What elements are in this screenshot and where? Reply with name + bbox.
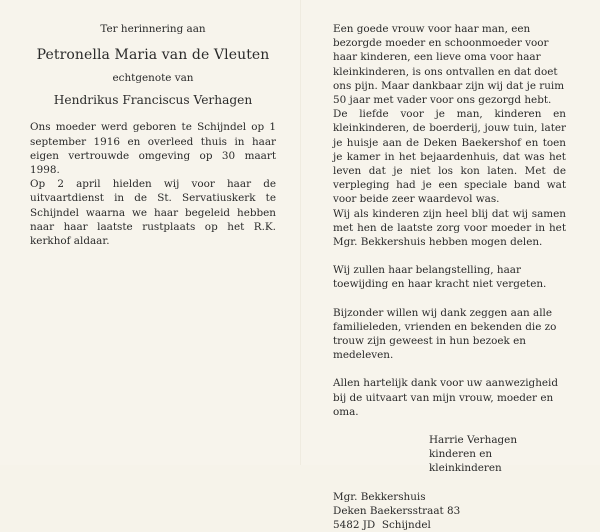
tribute-paragraph-1: Een goede vrouw voor haar man, een bezorgde moeder en schoonmoeder voor haar kinderen, een lieve oma voor haar kleinkinderen, is ons ontvallen en dat doet ons pijn. Maar dankbaar zijn wij dat je ruim 50 jaar met vader voor ons gezorgd hebt. (333, 23, 565, 107)
address-city: 5482 JD Schijndel (333, 519, 431, 532)
signature-family: kinderen en kleinkinderen (429, 448, 502, 475)
tribute-paragraph-2: De liefde voor je man, kinderen en kleinkinderen, de boerderij, jouw tuin, later je huisje aan de Deken Baekershof en toen je kamer in het bejaardenhuis, dat was het leven dat je niet los kon laten. Met de verpleging had je een speciale band wat voor beide zeer waardevol was. (333, 108, 566, 206)
tribute-paragraph-3: Wij als kinderen zijn heel blij dat wij samen met hen de laatste zorg voor moeder in het Mgr. Bekkershuis hebben mogen delen. (333, 207, 566, 249)
spouse-name: Hendrikus Franciscus Verhagen (53, 93, 253, 108)
signature-name: Harrie Verhagen (429, 434, 518, 447)
biography (30, 120, 276, 248)
opening-line: Ter herinnering aan (100, 23, 206, 35)
address-institution: Mgr. Bekkershuis (333, 490, 426, 503)
deceased-name: Petronella Maria van de Vleuten (36, 47, 270, 64)
signature (333, 433, 566, 476)
biography-paragraph-birth-death: Ons moeder werd geboren te Schijndel op 1 september 1916 en overleed thuis in haar eigen vertrouwde omgeving op 30 maart 1998. (30, 121, 276, 177)
spouse-label: echtgenote van (112, 72, 194, 85)
tribute-paragraph-4: Wij zullen haar belangstelling, haar toewijding en haar kracht niet vergeten. (333, 264, 547, 291)
biography-paragraph-funeral: Op 2 april hielden wij voor haar de uitvaartdienst in de St. Servatiuskerk te Schijndel waarna we haar begeleid hebben naar haar laatste rustplaats op het R.K. kerkhof aldaar. (30, 178, 276, 248)
left-panel (30, 22, 276, 248)
thanks-paragraph: Bijzonder willen wij dank zeggen aan alle familieleden, vrienden en bekenden die zo trouw zijn geweest in hun bezoek en medeleven. (333, 306, 557, 362)
address-street: Deken Baekersstraat 83 (333, 504, 461, 517)
closing-paragraph: Allen hartelijk dank voor uw aanwezigheid bij de uitvaart van mijn vrouw, moeder en oma. (333, 377, 559, 418)
right-panel (333, 22, 566, 532)
address-block (333, 490, 566, 532)
card-fold (300, 0, 301, 465)
